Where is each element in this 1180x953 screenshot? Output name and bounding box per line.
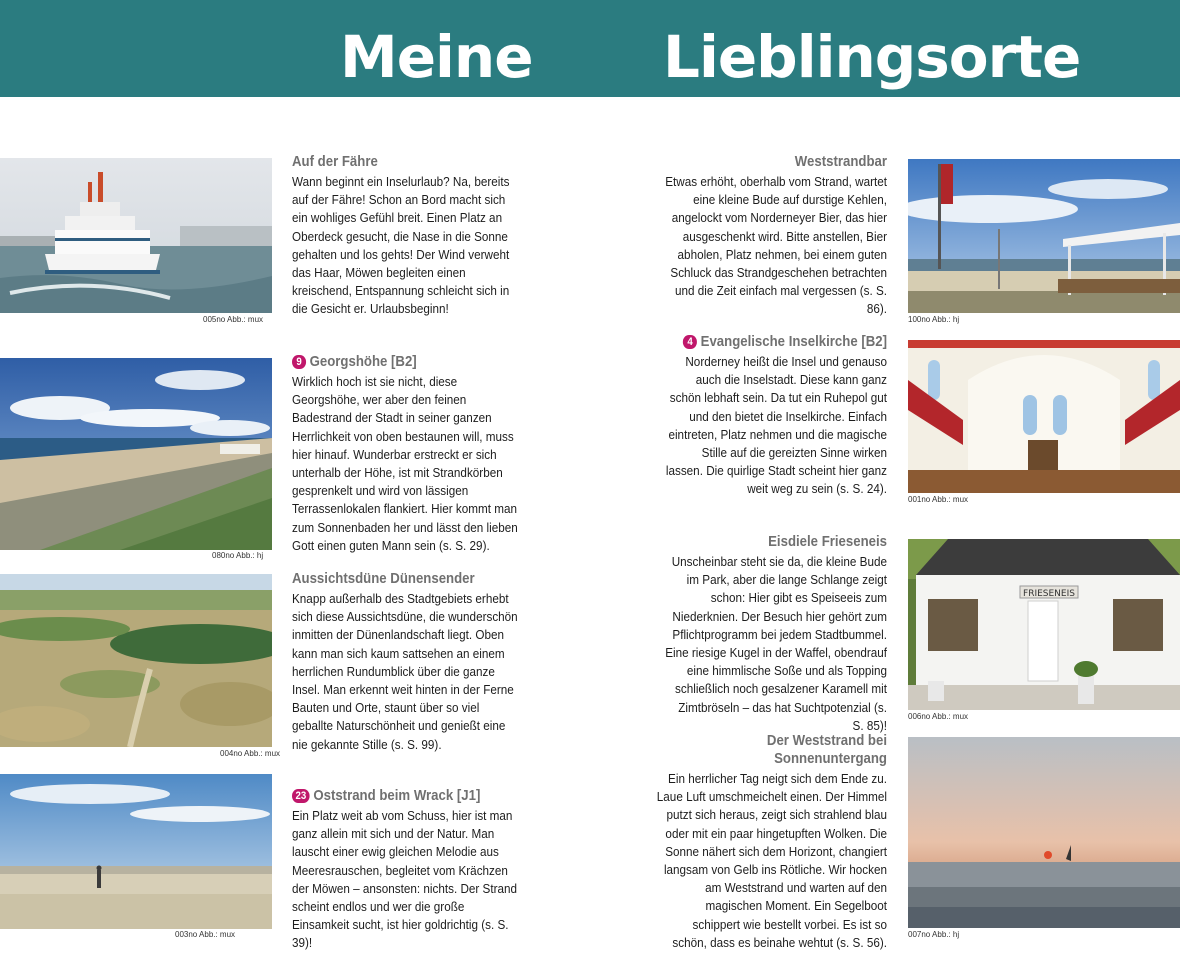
- text-sonnenuntergang: Ein herrlicher Tag neigt sich dem Ende zu. Laue Luft umschmeichelt einen. Der Himmel putzt sich heraus, zeigt sich strahlend blau oder mit ein paar hingetupften Wolken. Die Sonne nähert sich dem Horizont, changiert langsam von Gelb ins Rötliche. Wir hocken am Weststrand und warten auf den magischen Moment. Ein Segelboot schippert wie bestellt vorbei. Es ist so schön, dass es beinahe wehtut (s. S. 56).: [656, 771, 887, 950]
- photo-sonnenuntergang: [908, 737, 1180, 928]
- map-badge-4: 4: [683, 335, 697, 349]
- photo-duene: [0, 574, 272, 747]
- caption-sonnenuntergang: 007no Abb.: hj: [908, 930, 960, 939]
- heading-sonnenuntergang: Der Weststrand bei Sonnenuntergang: [766, 732, 887, 767]
- text-frieseneis: Unscheinbar steht sie da, die kleine Bude im Park, aber die lange Schlange zeigt schon: Hier gibt es Speiseeis zum Niederknien. Der Besuch hier gehört zum Pflichtprogramm bei jedem Stadtbummel. Eine riesige Kugel in der Waffel, obendrauf eine himmlische Soße und als Topping schließlich noch gesalzener Karamell mit Zimtbröseln – das hat Suchtpotenzial (s. S. 85)!: [665, 554, 887, 733]
- heading-frieseneis: Eisdiele Frieseneis: [768, 533, 887, 550]
- text-georgshoehe: Wirklich hoch ist sie nicht, diese Georgshöhe, wer aber den feinen Badestrand der Stadt in seiner ganzen Herrlichkeit von oben bestaunen will, muss hier hinauf. Wunderbar erstreckt er sich unterhalb der Höhe, ist mit Strandkörben gesprenkelt und wird von lässigen Terrassenlokalen flankiert. Hier kommt man zum Sonnenbaden her und lässt den lieben Gott einen guten Mann sein (s. S. 29).: [292, 374, 518, 553]
- photo-georgshoehe: [0, 358, 272, 550]
- entry-duene: [292, 570, 544, 754]
- text-duene: Knapp außerhalb des Stadtgebiets erhebt sich diese Aussichtsdüne, die wunderschön inmitten der Dünenlandschaft liegt. Oben kann man sich kaum sattsehen an einem herrlichen Rundumblick über die ganze Insel. Man erkennt weit hinten in der Ferne Bauten und Orte, staunt über so viel geballte Naturschönheit und genießt eine nie gekannte Stille (s. S. 99).: [292, 591, 518, 752]
- entry-inselkirche: [640, 333, 887, 499]
- caption-georgshoehe: 080no Abb.: hj: [212, 551, 264, 560]
- caption-ferry: 005no Abb.: mux: [203, 315, 264, 324]
- heading-duene: Aussichtsdüne Dünensender: [292, 570, 475, 587]
- caption-duene: 004no Abb.: mux: [220, 749, 281, 758]
- photo-frieseneis: [908, 539, 1180, 710]
- photo-ferry: [0, 158, 272, 313]
- heading-weststrandbar: Weststrandbar: [794, 153, 887, 170]
- caption-frieseneis: 006no Abb.: mux: [908, 712, 969, 721]
- text-inselkirche: Norderney heißt die Insel und genauso auch die Inselstadt. Diese kann ganz schön lebhaft sein. Da tut ein Ruhepol gut und den bietet die Inselkirche. Einfach eintreten, Platz nehmen und die magische Stille auf die gereizten Sinne wirken lassen. Die quirlige Stadt scheint hier ganz weit weg zu sein (s. S. 24).: [665, 354, 887, 497]
- entry-oststrand: [292, 787, 544, 953]
- map-badge-23: 23: [292, 789, 310, 803]
- photo-weststrandbar: [908, 159, 1180, 313]
- photo-oststrand: [0, 774, 272, 929]
- entry-weststrandbar: [640, 153, 887, 319]
- title-word-lieblingsorte: Lieblingsorte: [663, 23, 1081, 91]
- frieseneis-sign: FRIESENEIS: [1023, 589, 1075, 599]
- text-faehre: Wann beginnt ein Inselurlaub? Na, bereits auf der Fähre! Schon an Bord macht sich ein wohliges Gefühl breit. Einen Platz an Oberdeck gesucht, die Nase in die Sonne gehalten und los gehts! Der Wind verweht das Haar, Möwen begleiten einen kreischend, Entspannung schleicht sich in die Gesicht er. Urlaubsbeginn!: [292, 174, 510, 317]
- heading-oststrand: 23 Oststrand beim Wrack [J1]: [292, 787, 514, 805]
- heading-georgshoehe: 9 Georgshöhe [B2]: [292, 353, 514, 371]
- text-weststrandbar: Etwas erhöht, oberhalb vom Strand, wartet eine kleine Bude auf durstige Kehlen, angelockt vom Norderneyer Bier, das hier ausgeschenkt wird. Bitte anstellen, Bier abholen, Platz nehmen, bei einem guten Schluck das Strandgeschehen betrachten und die Zeit einfach mal vergessen (s. S. 86).: [665, 174, 887, 317]
- photo-inselkirche: [908, 340, 1180, 493]
- title-word-meine: Meine: [340, 23, 533, 91]
- heading-inselkirche: 4 Evangelische Inselkirche [B2]: [670, 333, 887, 351]
- text-oststrand: Ein Platz weit ab vom Schuss, hier ist man ganz allein mit sich und der Natur. Man lauscht einer ewig gleichen Melodie aus Meeresrauschen, begleitet vom Krächzen der Möwen – ansonsten: nichts. Der Strand scheint endlos und wer die große Einsamkeit sucht, ist hier goldrichtig (s. S. 39)!: [292, 808, 518, 951]
- entry-faehre: [292, 153, 542, 319]
- map-badge-9: 9: [292, 355, 306, 369]
- entry-sonnenuntergang: [630, 732, 887, 952]
- caption-inselkirche: 001no Abb.: mux: [908, 495, 969, 504]
- title-banner: [0, 0, 1180, 97]
- heading-faehre: Auf der Fähre: [292, 153, 378, 170]
- caption-oststrand: 003no Abb.: mux: [175, 930, 236, 939]
- entry-frieseneis: [640, 533, 887, 735]
- caption-weststrandbar: 100no Abb.: hj: [908, 315, 960, 324]
- entry-georgshoehe: [292, 353, 544, 555]
